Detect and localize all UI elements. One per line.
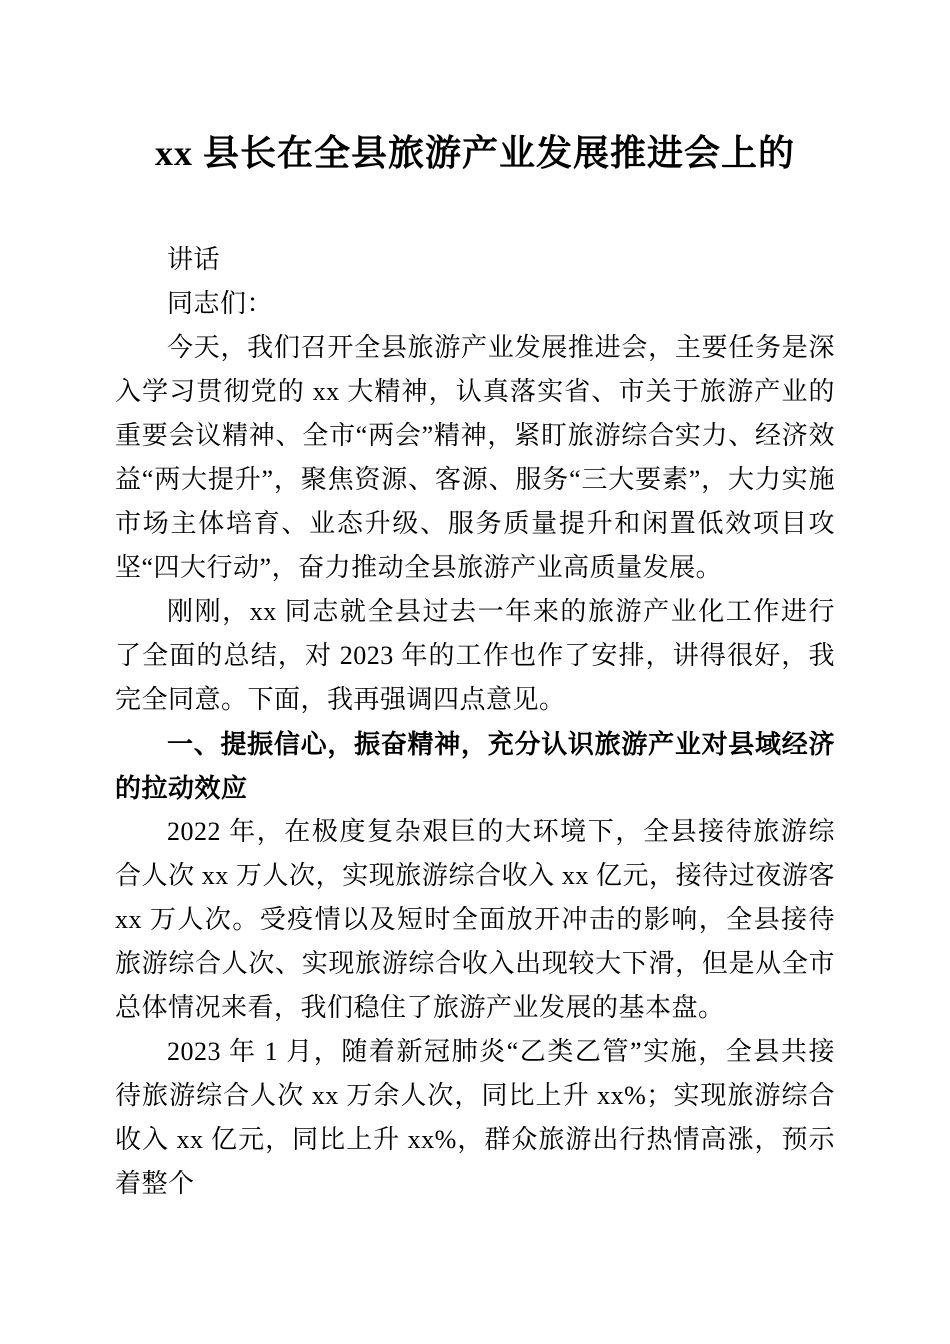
speech-type-label: 讲话: [167, 245, 221, 274]
salutation: 同志们：: [167, 289, 274, 318]
paragraph-transition: 刚刚，xx 同志就全县过去一年来的旅游产业化工作进行了全面的总结，对 2023 年的工作也作了安排，讲得很好，我完全同意。下面，我再强调四点意见。: [115, 597, 835, 714]
document-body: [115, 238, 835, 1206]
document-title: xx 县长在全县旅游产业发展推进会上的: [154, 133, 795, 173]
paragraph-opening: 今天，我们召开全县旅游产业发展推进会，主要任务是深入学习贯彻党的 xx 大精神，认真落实省、市关于旅游产业的重要会议精神、全市“两会”精神，紧盯旅游综合实力、经济效益“两大提升”，聚焦资源、客源、服务“三大要素”，大力实施市场主体培育、业态升级、服务质量提升和闲置低效项目攻坚“四大行动”，奋力推动全县旅游产业高质量发展。: [115, 333, 835, 582]
paragraph-2022-review: 2022 年，在极度复杂艰巨的大环境下，全县接待旅游综合人次 xx 万人次，实现旅游综合收入 xx 亿元，接待过夜游客 xx 万人次。受疫情以及短时全面放开冲击的影响，全县接待旅游综合人次、实现旅游综合收入出现较大下滑，但是从全市总体情况来看，我们稳住了旅游产业发展的基本盘。: [115, 817, 835, 1022]
paragraph-2023-january: 2023 年 1 月，随着新冠肺炎“乙类乙管”实施，全县共接待旅游综合人次 xx 万余人次，同比上升 xx%；实现旅游综合收入 xx 亿元，同比上升 xx%，群众旅游出行热情高涨，预示着整个: [115, 1037, 835, 1198]
section-1-heading: 一、提振信心，振奋精神，充分认识旅游产业对县域经济的拉动效应: [115, 729, 835, 803]
